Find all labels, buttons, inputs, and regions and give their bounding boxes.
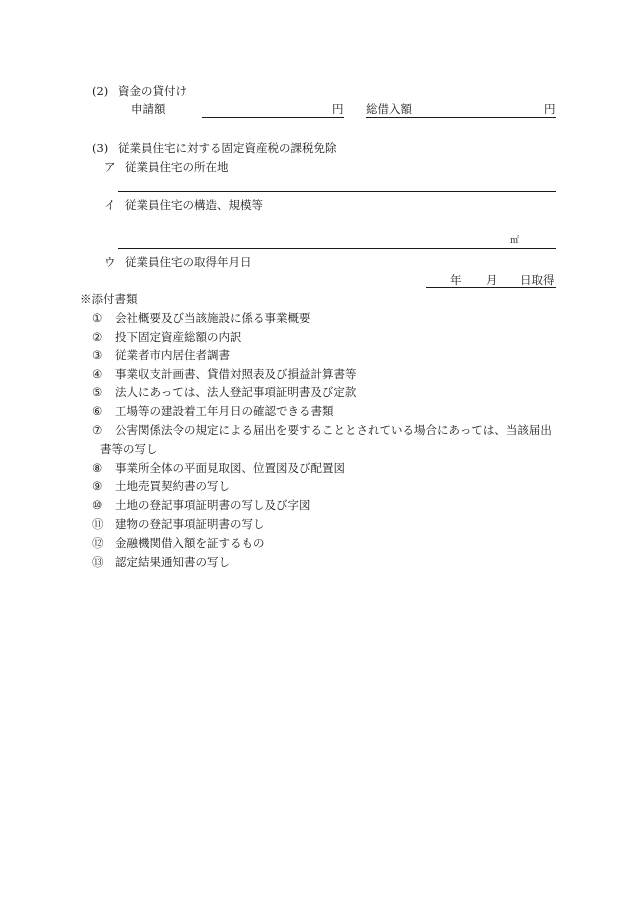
acquisition-month-unit: 月	[486, 273, 498, 287]
list-item: 従業者市内居住者調書	[115, 348, 230, 362]
housing-location-field[interactable]	[118, 191, 556, 192]
list-item-number: ⑧	[92, 461, 103, 475]
item-a-marker: ア	[104, 160, 116, 174]
list-item-number: ⑩	[92, 498, 103, 512]
acquisition-year-unit: 年	[450, 273, 462, 287]
list-item-continuation: 書等の写し	[100, 442, 158, 456]
list-item-number: ①	[92, 311, 103, 325]
list-item: 土地の登記事項証明書の写し及び字図	[115, 498, 311, 512]
square-meter-unit: ㎡	[510, 236, 520, 246]
list-item-number: ⑤	[92, 385, 103, 399]
total-borrowing-field[interactable]	[366, 117, 556, 118]
list-item: 土地売買契約書の写し	[115, 479, 230, 493]
total-borrowing-label: 総借入額	[366, 102, 412, 116]
list-item-number: ②	[92, 330, 103, 344]
list-item: 公害関係法令の規定による届出を要することとされている場合にあっては、当該届出	[115, 423, 552, 437]
list-item: 金融機関借入額を証するもの	[115, 536, 265, 550]
attachments-heading: ※添付書類	[80, 292, 138, 306]
list-item: 認定結果通知書の写し	[115, 555, 230, 569]
list-item-number: ⑨	[92, 479, 103, 493]
applied-amount-unit: 円	[332, 102, 344, 116]
list-item: 会社概要及び当該施設に係る事業概要	[115, 311, 311, 325]
list-item-number: ③	[92, 348, 103, 362]
list-item: 投下固定資産総額の内訳	[115, 330, 242, 344]
acquisition-date-label: 従業員住宅の取得年月日	[125, 255, 252, 269]
list-item: 法人にあっては、法人登記事項証明書及び定款	[115, 385, 357, 399]
list-item: 工場等の建設着工年月日の確認できる書類	[115, 404, 334, 418]
list-item: 事業収支計画書、貸借対照表及び損益計算書等	[115, 367, 357, 381]
section2-title: 資金の貸付け	[118, 84, 187, 98]
list-item: 建物の登記事項証明書の写し	[115, 517, 265, 531]
item-u-marker: ウ	[104, 255, 116, 269]
housing-location-label: 従業員住宅の所在地	[125, 160, 229, 174]
list-item: 事業所全体の平面見取図、位置図及び配置図	[115, 461, 345, 475]
list-item-number: ④	[92, 367, 103, 381]
section2-number: (2)	[92, 84, 109, 98]
item-i-marker: イ	[104, 198, 116, 212]
applied-amount-field[interactable]	[202, 117, 344, 118]
applied-amount-label: 申請額	[131, 102, 166, 116]
section3-title: 従業員住宅に対する固定資産税の課税免除	[118, 141, 337, 155]
list-item-number: ⑬	[92, 555, 104, 569]
list-item-number: ⑪	[92, 517, 104, 531]
housing-structure-field[interactable]	[118, 248, 556, 249]
list-item-number: ⑥	[92, 404, 103, 418]
list-item-number: ⑦	[92, 423, 103, 437]
housing-structure-label: 従業員住宅の構造、規模等	[125, 198, 263, 212]
list-item-number: ⑫	[92, 536, 104, 550]
acquisition-day-unit: 日取得	[520, 273, 555, 287]
acquisition-date-field[interactable]	[426, 287, 556, 288]
section3-number: (3)	[92, 141, 109, 155]
total-borrowing-unit: 円	[544, 102, 556, 116]
